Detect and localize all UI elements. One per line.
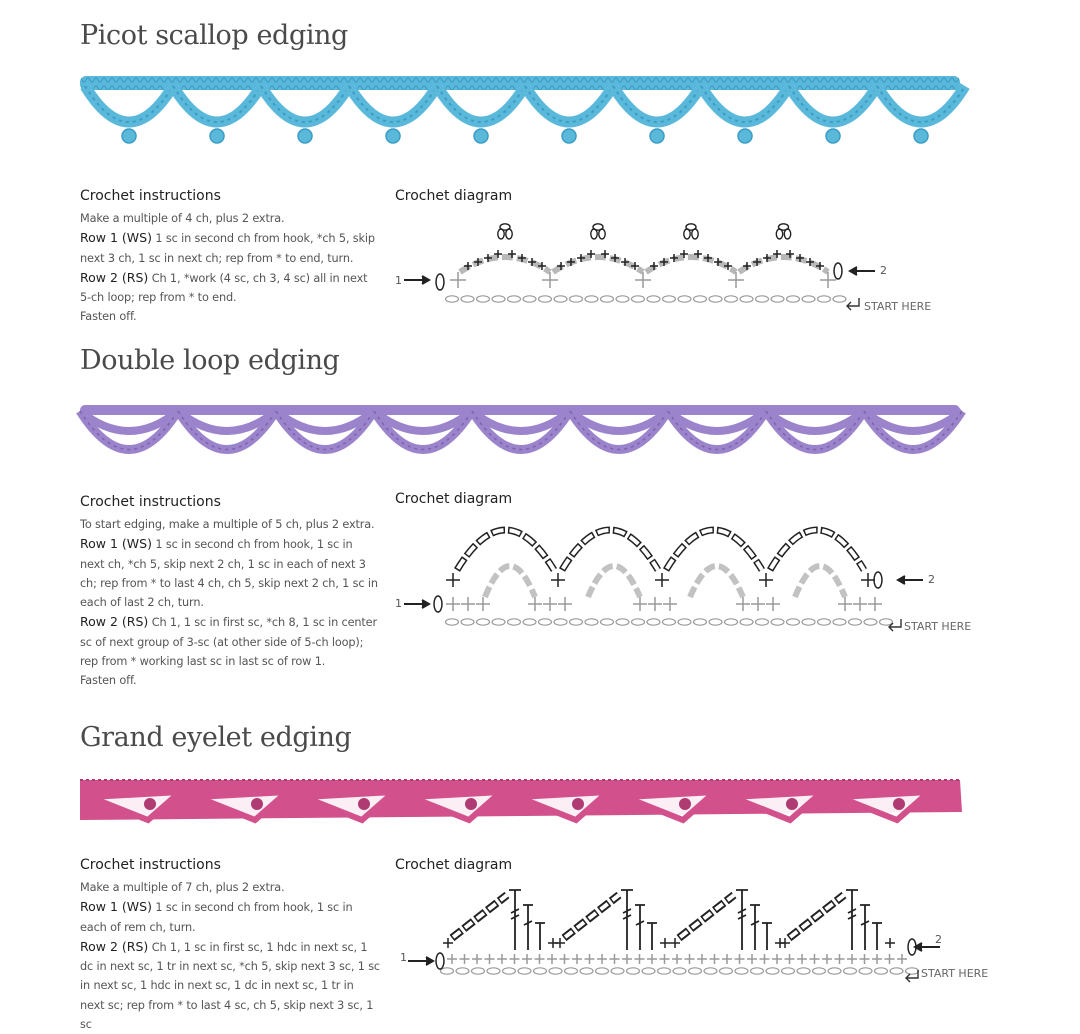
diagonal-chain-highlight [679, 895, 734, 938]
chain-stitch-symbol [689, 968, 702, 974]
sc-stitch-symbol [622, 954, 632, 964]
instructions-outro: Fasten off. [80, 674, 137, 688]
sc-stitch-symbol [885, 954, 895, 964]
chain-stitch-symbol [472, 968, 485, 974]
instructions-intro: To start edging, make a multiple of 5 ch, plus 2 extra. [80, 518, 375, 531]
sc-stitch-symbol [585, 954, 595, 964]
sc-stitch-symbol [835, 954, 845, 964]
sc-stitch-symbol [535, 954, 545, 964]
chain-stitch-symbol [890, 968, 903, 974]
sc-stitch-symbol [772, 954, 782, 964]
chain-stitch-symbol [549, 968, 562, 974]
sc-stitch-symbol [735, 954, 745, 964]
sc-stitch-symbol [443, 938, 453, 948]
eyelet-knot [465, 798, 477, 810]
row-text: 1 sc in second ch from hook, 1 sc in next ch, *ch 5, skip next 2 ch, 1 sc in each of next 3 ch; rep from * to last 4 ch, ch 5, skip next 2 ch, 1 sc in each of last 2 ch, turn. [80, 538, 378, 610]
chain-stitch-symbol [720, 968, 733, 974]
sc-stitch-symbol [647, 954, 657, 964]
row-label: Row 2 (RS) [80, 938, 149, 954]
section-title: Picot scallop edging [80, 20, 348, 51]
treble-stitch-symbol [509, 890, 521, 950]
sc-stitch-symbol [485, 954, 495, 964]
chain-stitch-symbol [673, 968, 686, 974]
sc-stitch-symbol [510, 954, 520, 964]
start-here-label: START HERE [864, 300, 932, 313]
eyelet-knot [358, 798, 370, 810]
sc-stitch-symbol [797, 954, 807, 964]
eyelet-knot [786, 798, 798, 810]
sc-stitch-symbol [660, 938, 670, 948]
instructions-intro: Make a multiple of 7 ch, plus 2 extra. [80, 881, 285, 894]
sc-stitch-symbol [660, 954, 670, 964]
chain-stitch-symbol [813, 968, 826, 974]
section-title: Double loop edging [80, 345, 340, 376]
chain-stitch-symbol [441, 968, 454, 974]
row-label: Row 2 (RS) [80, 269, 149, 285]
chain-stitch-symbol [797, 968, 810, 974]
sc-stitch-symbol [697, 954, 707, 964]
chain-stitch-symbol [487, 968, 500, 974]
sc-stitch-symbol [847, 954, 857, 964]
chain-stitch-symbol [518, 968, 531, 974]
chain-stitch-symbol [642, 968, 655, 974]
treble-stitch-symbol [621, 890, 633, 950]
row-text: 1 sc in second ch from hook, 1 sc in each of rem ch, turn. [80, 901, 353, 934]
sc-stitch-symbol [447, 954, 457, 964]
row-end-label: 2 [880, 264, 887, 277]
half-double-stitch-symbol [872, 923, 882, 950]
eyelet-knot [251, 798, 263, 810]
sc-stitch-symbol [710, 954, 720, 964]
diagonal-chain-highlight [452, 895, 507, 938]
row-label: Row 1 (WS) [80, 230, 152, 246]
row-start-label: 1 [395, 274, 402, 287]
chain-stitch-symbol [503, 968, 516, 974]
chain-stitch-symbol [580, 968, 593, 974]
row-end-label: 2 [928, 573, 935, 586]
start-here-label: START HERE [904, 620, 972, 633]
instructions-heading: Crochet instructions [80, 494, 221, 510]
diagram-heading: Crochet diagram [395, 491, 513, 507]
instructions-row-2 [80, 937, 380, 1034]
row-text: Ch 1, *work (4 sc, ch 3, 4 sc) all in next 5-ch loop; rep from * to end. [80, 271, 368, 305]
chain-stitch-symbol [658, 968, 671, 974]
start-here-label: START HERE [921, 967, 989, 980]
sc-stitch-symbol [597, 954, 607, 964]
instructions-outro: Fasten off. [80, 310, 137, 324]
sc-stitch-symbol [472, 954, 482, 964]
sc-stitch-symbol [635, 954, 645, 964]
chain-stitch-symbol [611, 968, 624, 974]
sc-stitch-symbol [872, 954, 882, 964]
chain-stitch-symbol [782, 968, 795, 974]
sc-stitch-symbol [672, 954, 682, 964]
sc-stitch-symbol [572, 954, 582, 964]
row-start-label: 1 [400, 951, 407, 964]
eyelet-knot [679, 798, 691, 810]
row-label: Row 1 (WS) [80, 536, 152, 552]
double-stitch-symbol [860, 905, 870, 950]
turning-chain-symbol [436, 953, 444, 969]
instructions-heading: Crochet instructions [80, 188, 221, 204]
chain-stitch-symbol [859, 968, 872, 974]
diagonal-chain-highlight [564, 895, 619, 938]
double-stitch-symbol [635, 905, 645, 950]
chain-stitch-symbol [596, 968, 609, 974]
diagram-heading: Crochet diagram [395, 857, 513, 873]
sc-stitch-symbol [747, 954, 757, 964]
instructions-row-1 [80, 897, 380, 937]
sc-stitch-symbol [685, 954, 695, 964]
row-text: Ch 1, 1 sc in first sc, 1 hdc in next sc, 1 dc in next sc, 1 tr in next sc, *ch 5, skip next 3 sc, 1 sc in next sc, 1 hdc in next sc, 1 dc in next sc, 1 tr in next sc; rep from * to last 4 sc, ch 5, skip next 3 sc, 1 sc [80, 940, 380, 1032]
sc-stitch-symbol [822, 954, 832, 964]
sc-stitch-symbol [785, 954, 795, 964]
half-double-stitch-symbol [535, 923, 545, 950]
half-double-stitch-symbol [647, 923, 657, 950]
sc-stitch-symbol [860, 954, 870, 964]
row-end-label: 2 [935, 933, 942, 946]
chain-stitch-symbol [844, 968, 857, 974]
sc-stitch-symbol [555, 938, 565, 948]
chain-stitch-symbol [565, 968, 578, 974]
instructions-intro: Make a multiple of 4 ch, plus 2 extra. [80, 212, 285, 225]
sc-stitch-symbol [670, 938, 680, 948]
treble-stitch-symbol [736, 890, 748, 950]
chain-stitch-symbol [735, 968, 748, 974]
chain-stitch-symbol [456, 968, 469, 974]
start-here-icon [906, 970, 918, 982]
sc-stitch-symbol [460, 954, 470, 964]
chain-stitch-symbol [906, 968, 919, 974]
row-label: Row 1 (WS) [80, 899, 152, 915]
row-label: Row 2 (RS) [80, 614, 149, 630]
row-arrow-right [408, 957, 433, 965]
section-title: Grand eyelet edging [80, 722, 352, 753]
crochet-diagram-grand-eyelet [390, 885, 990, 995]
sc-stitch-symbol [780, 938, 790, 948]
diagram-heading: Crochet diagram [395, 188, 513, 204]
instructions-grand-eyelet [80, 857, 380, 1034]
sc-stitch-symbol [760, 954, 770, 964]
sc-stitch-symbol [560, 954, 570, 964]
eyelet-knot [572, 798, 584, 810]
double-stitch-symbol [523, 905, 533, 950]
chain-stitch-symbol [704, 968, 717, 974]
chain-stitch-symbol [627, 968, 640, 974]
sc-stitch-symbol [547, 954, 557, 964]
sc-stitch-symbol [897, 954, 907, 964]
sc-stitch-symbol [722, 954, 732, 964]
row-text: 1 sc in second ch from hook, *ch 5, skip next 3 ch, 1 sc in next ch; rep from * to end, turn. [80, 232, 375, 265]
row-text: Ch 1, 1 sc in first sc, *ch 8, 1 sc in center sc of next group of 3-sc (at other side of 5-ch loop); rep from * working last sc in last sc of row 1. [80, 616, 377, 669]
eyelet-knot [144, 798, 156, 810]
swatch-photo-grand-eyelet [70, 772, 970, 847]
half-double-stitch-symbol [762, 923, 772, 950]
sc-stitch-symbol [522, 954, 532, 964]
sc-stitch-symbol [810, 954, 820, 964]
treble-stitch-symbol [846, 890, 858, 950]
chain-stitch-symbol [534, 968, 547, 974]
double-stitch-symbol [750, 905, 760, 950]
sc-stitch-symbol [885, 938, 895, 948]
sc-stitch-symbol [610, 954, 620, 964]
chain-stitch-symbol [751, 968, 764, 974]
sc-stitch-symbol [497, 954, 507, 964]
diagonal-chain-highlight [789, 895, 844, 938]
chain-stitch-symbol [766, 968, 779, 974]
eyelet-knot [893, 798, 905, 810]
instructions-heading: Crochet instructions [80, 857, 221, 873]
row-start-label: 1 [395, 597, 402, 610]
chain-stitch-symbol [828, 968, 841, 974]
chain-stitch-symbol [875, 968, 888, 974]
